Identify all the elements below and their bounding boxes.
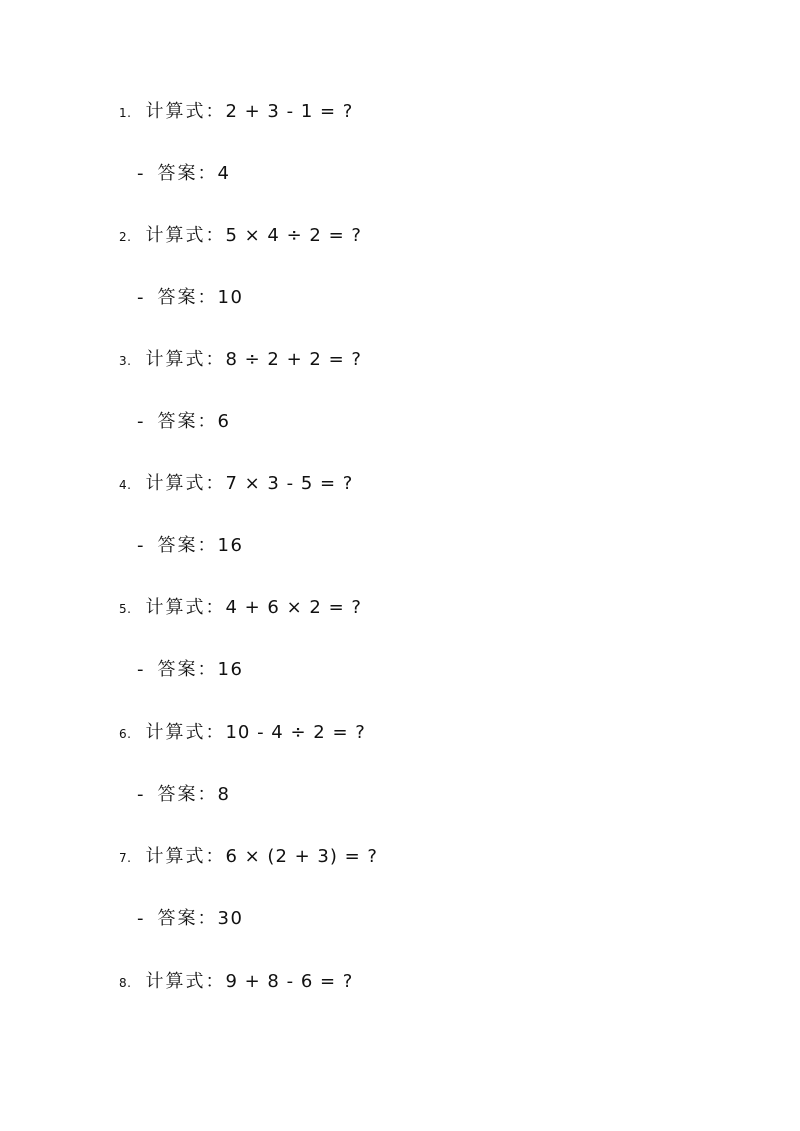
question-number: 7.: [119, 851, 132, 865]
question-line: [119, 97, 353, 123]
question-expression: 8 ÷ 2 + 2 = ?: [225, 349, 362, 370]
question-expression: 5 × 4 ÷ 2 = ?: [225, 225, 362, 246]
question-item: [0, 967, 800, 1091]
question-expression: 10 - 4 ÷ 2 = ?: [225, 722, 366, 743]
answer-label: 答案：: [157, 908, 218, 929]
question-number: 6.: [119, 727, 132, 741]
question-label: 计算式：: [145, 473, 226, 494]
question-label: 计算式：: [145, 225, 226, 246]
answer-value: 8: [217, 784, 231, 805]
question-number: 4.: [119, 478, 132, 492]
answer-dash: -: [137, 287, 144, 308]
question-label: 计算式：: [145, 971, 226, 992]
question-expression: 6 × (2 + 3) = ?: [225, 846, 378, 867]
answer-line: [137, 283, 243, 309]
question-item: [0, 718, 800, 842]
question-number: 5.: [119, 602, 132, 616]
question-label: 计算式：: [145, 722, 226, 743]
answer-dash: -: [137, 659, 144, 680]
answer-value: 10: [217, 287, 244, 308]
question-line: [119, 718, 366, 744]
answer-dash: -: [137, 535, 144, 556]
answer-label: 答案：: [157, 287, 218, 308]
answer-label: 答案：: [157, 163, 218, 184]
question-item: [0, 842, 800, 966]
question-line: [119, 842, 378, 868]
answer-line: [137, 531, 243, 557]
answer-value: 4: [217, 163, 231, 184]
answer-dash: -: [137, 163, 144, 184]
answer-label: 答案：: [157, 535, 218, 556]
answer-label: 答案：: [157, 411, 218, 432]
answer-label: 答案：: [157, 784, 218, 805]
question-item: [0, 97, 800, 221]
answer-dash: -: [137, 784, 144, 805]
question-item: [0, 593, 800, 717]
question-label: 计算式：: [145, 597, 226, 618]
answer-label: 答案：: [157, 659, 218, 680]
question-label: 计算式：: [145, 846, 226, 867]
question-line: [119, 967, 353, 993]
question-label: 计算式：: [145, 349, 226, 370]
answer-value: 16: [217, 535, 244, 556]
question-line: [119, 469, 353, 495]
question-item: [0, 345, 800, 469]
question-number: 8.: [119, 976, 132, 990]
answer-line: [137, 159, 230, 185]
question-line: [119, 221, 362, 247]
answer-line: [137, 904, 243, 930]
question-number: 2.: [119, 230, 132, 244]
answer-value: 30: [217, 908, 244, 929]
answer-dash: -: [137, 411, 144, 432]
question-item: [0, 221, 800, 345]
question-expression: 4 + 6 × 2 = ?: [225, 597, 362, 618]
question-line: [119, 593, 362, 619]
answer-line: [137, 655, 243, 681]
answer-line: [137, 780, 230, 806]
answer-value: 16: [217, 659, 244, 680]
answer-dash: -: [137, 908, 144, 929]
question-expression: 9 + 8 - 6 = ?: [225, 971, 354, 992]
question-expression: 7 × 3 - 5 = ?: [225, 473, 354, 494]
answer-value: 6: [217, 411, 231, 432]
question-number: 1.: [119, 106, 132, 120]
question-line: [119, 345, 362, 371]
answer-line: [137, 407, 230, 433]
question-number: 3.: [119, 354, 132, 368]
question-label: 计算式：: [145, 101, 226, 122]
question-item: [0, 469, 800, 593]
question-expression: 2 + 3 - 1 = ?: [225, 101, 354, 122]
